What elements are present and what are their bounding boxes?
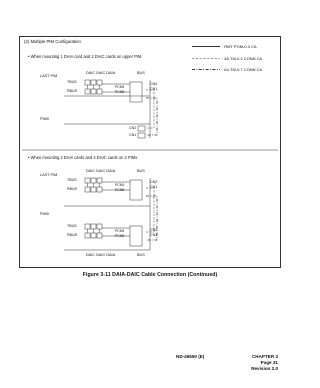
case1-lower-cn1-label: CN1	[129, 133, 137, 137]
case1-cn1-label: CN1	[150, 87, 158, 91]
case2-pim0-pcm1-label: PCM1	[115, 229, 125, 233]
case2-bullet: • When mounting 2 DAIA cards and 4 DAIC cards on 2 PIMs	[28, 155, 138, 160]
legend-solid-label: : RMT POM-0.3 CA	[222, 43, 257, 49]
case2-pim0-pcm0-label: PCM0	[115, 233, 125, 238]
legend-dashed-label: : 48-TM-0.2 CONN CA	[222, 55, 263, 61]
case2-pim0-tbus-label: TBUS	[67, 224, 77, 228]
case2-pcm1-label: PCM1	[115, 183, 125, 187]
case2-footer-cards: DAIC DAIC DAIA	[86, 253, 116, 257]
case2-header-cards: DAIC DAIC DAIA	[86, 169, 116, 173]
case2-cn2-label: CN2	[150, 180, 158, 184]
case2-pim0-label: PIM0	[40, 212, 49, 216]
case2-pim0-rbus-label: RBUS	[67, 233, 77, 237]
case2-header-bus: BUS	[137, 169, 145, 173]
case2-cn1-label: CN1	[150, 185, 158, 189]
case1-bullet: • When mounting 1 DAIA card and 2 DAIC cards on upper PIM	[28, 54, 142, 59]
case2-pim0-cn1-label: CN1	[150, 233, 158, 237]
case1-tbus-label: TBUS	[67, 80, 77, 84]
case1-rbus-label: RBUS	[67, 89, 77, 93]
chapter-label: CHAPTER 3	[251, 354, 278, 359]
case2-tbus-label: TBUS	[67, 178, 77, 182]
case1-header-cards: DAIC DAIC DAIA	[86, 71, 116, 75]
page-number: Page 31	[260, 360, 278, 365]
revision-label: Revision 2.0	[251, 366, 278, 371]
case1-pcm0-label: PCM0	[115, 89, 125, 94]
case1-lower-cn2-label: CN2	[129, 126, 137, 130]
figure-caption: Figure 3-11 DAIA-DAIC Cable Connection (Continued)	[82, 272, 218, 278]
doc-number: ND-46550 (E)	[176, 354, 205, 359]
case2-last-pim-label: LAST PIM	[40, 173, 58, 177]
case2-footer-bus: BUS	[137, 253, 145, 257]
case1-pim0-label: PIM0	[40, 117, 49, 121]
case2-pcm0-label: PCM0	[115, 187, 125, 192]
case1-pcm1-label: PCM1	[115, 85, 125, 89]
legend-dashdot-label: : 64-TM-0.7 CONN CA	[222, 66, 263, 72]
case1-cn2-label: CN2	[150, 82, 158, 86]
case2-rbus-label: RBUS	[67, 187, 77, 191]
section-title: (2) Multiple PIM Configuration	[24, 39, 81, 44]
case1-last-pim-label: LAST PIM	[40, 74, 58, 78]
case2-pim0-cn2-label: CN2	[150, 228, 158, 232]
case1-header-bus: BUS	[137, 71, 145, 75]
